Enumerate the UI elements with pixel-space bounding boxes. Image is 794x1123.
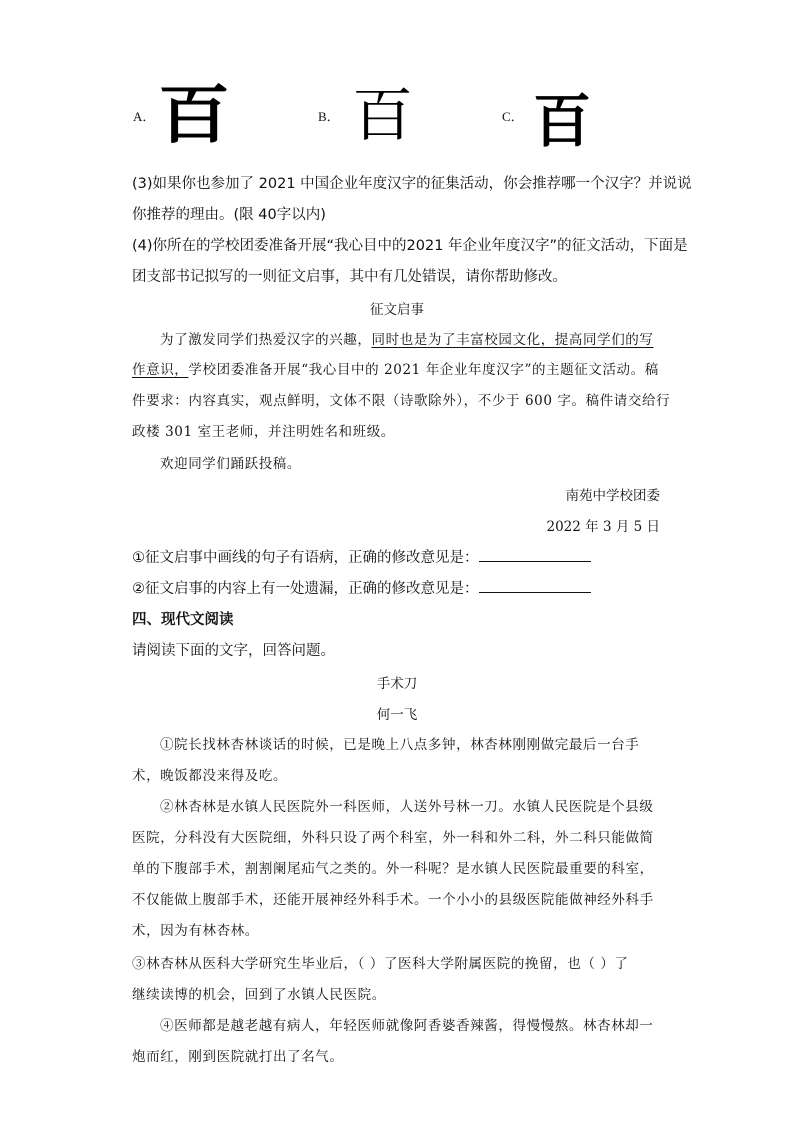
- article-paragraph-3-line-1: ③林杏林从医科大学研究生毕业后，（ ）了医科大学附属医院的挽留，也（ ）了: [132, 956, 629, 972]
- answer-blank[interactable]: [479, 549, 591, 562]
- notice-title: 征文启事: [370, 302, 424, 318]
- article-paragraph-2-line-3: 单的下腹部手术，割割阑尾疝气之类的。外一科呢？是水镇人民医院最重要的科室，: [132, 861, 654, 877]
- article-paragraph-3-line-2: 继续读博的机会，回到了水镇人民医院。: [132, 987, 386, 1003]
- notice-line-4: 政楼 301 室王老师，并注明姓名和班级。: [132, 424, 395, 440]
- q4-line-1: (4)你所在的学校团委准备开展“我心目中的2021 年企业年度汉字”的征文活动，下面是: [132, 238, 688, 254]
- sub-question-2: [132, 577, 591, 598]
- article-paragraph-1-line-1: ①院长找林杏林谈话的时候，已是晚上八点多钟，林杏林刚刚做完最后一台手: [160, 737, 640, 753]
- section-heading: 四、现代文阅读: [132, 612, 234, 628]
- notice-underlined-sentence-end: 作意识，: [132, 362, 189, 378]
- option-c-seal-image: 百: [533, 87, 592, 155]
- q3-line-1: (3)如果你也参加了 2021 中国企业年度汉字的征集活动，你会推荐哪一个汉字？并说说: [132, 176, 692, 192]
- notice-invite: 欢迎同学们踊跃投稿。: [160, 456, 301, 472]
- sub-question-1-text: ①征文启事中画线的句子有语病，正确的修改意见是：: [132, 550, 479, 566]
- q4-line-2: 团支部书记拟写的一则征文启事，其中有几处错误，请你帮助修改。: [132, 269, 567, 285]
- article-title: 手术刀: [376, 676, 418, 692]
- article-paragraph-2-line-2: 医院，分科没有大医院细，外科只设了两个科室，外一科和外二科，外二科只能做简: [132, 830, 654, 846]
- option-a-seal-image: 百: [158, 78, 230, 153]
- q3-line-2: 你推荐的理由。(限 40字以内): [132, 207, 326, 223]
- article-paragraph-1-line-2: 术，晚饭都没来得及吃。: [132, 768, 288, 784]
- article-paragraph-4-line-1: ④医师都是越老越有病人，年轻医师就像阿香婆香辣酱，得慢慢熬。林杏林却一: [160, 1018, 654, 1034]
- answer-blank[interactable]: [479, 580, 591, 593]
- article-paragraph-2-line-1: ②林杏林是水镇人民医院外一科医师，人送外号林一刀。水镇人民医院是个县级: [160, 799, 654, 815]
- sub-question-1: [132, 546, 591, 567]
- article-paragraph-4-line-2: 炮而红，刚到医院就打出了名气。: [132, 1049, 344, 1065]
- notice-text: 为了激发同学们热爱汉字的兴趣，: [160, 332, 372, 348]
- notice-line-1: [160, 328, 654, 348]
- sub-question-2-text: ②征文启事的内容上有一处遗漏，正确的修改意见是：: [132, 581, 479, 597]
- option-b-label: B．: [318, 109, 340, 124]
- option-b-seal-image: 百: [352, 81, 413, 149]
- article-paragraph-2-line-4: 不仅能做上腹部手术，还能开展神经外科手术。一个小小的县级医院能做神经外科手: [132, 892, 654, 908]
- reading-instruction: 请阅读下面的文字，回答问题。: [132, 643, 335, 659]
- notice-date: 2022 年 3 月 5 日: [546, 519, 660, 535]
- option-a-label: A．: [133, 109, 156, 124]
- article-author: 何一飞: [376, 707, 418, 723]
- option-c-label: C．: [502, 109, 524, 124]
- notice-text: 学校团委准备开展“我心目中的 2021 年企业年度汉字”的主题征文活动。稿: [188, 362, 659, 378]
- notice-line-3: 件要求：内容真实，观点鲜明，文体不限（诗歌除外），不少于 600 字。稿件请交给行: [132, 393, 671, 409]
- notice-underlined-sentence: 同时也是为了丰富校园文化，提高同学们的写: [371, 332, 654, 348]
- notice-signer: 南苑中学校团委: [565, 488, 660, 504]
- article-paragraph-2-line-5: 术，因为有林杏林。: [132, 923, 259, 939]
- notice-line-2: [132, 358, 659, 378]
